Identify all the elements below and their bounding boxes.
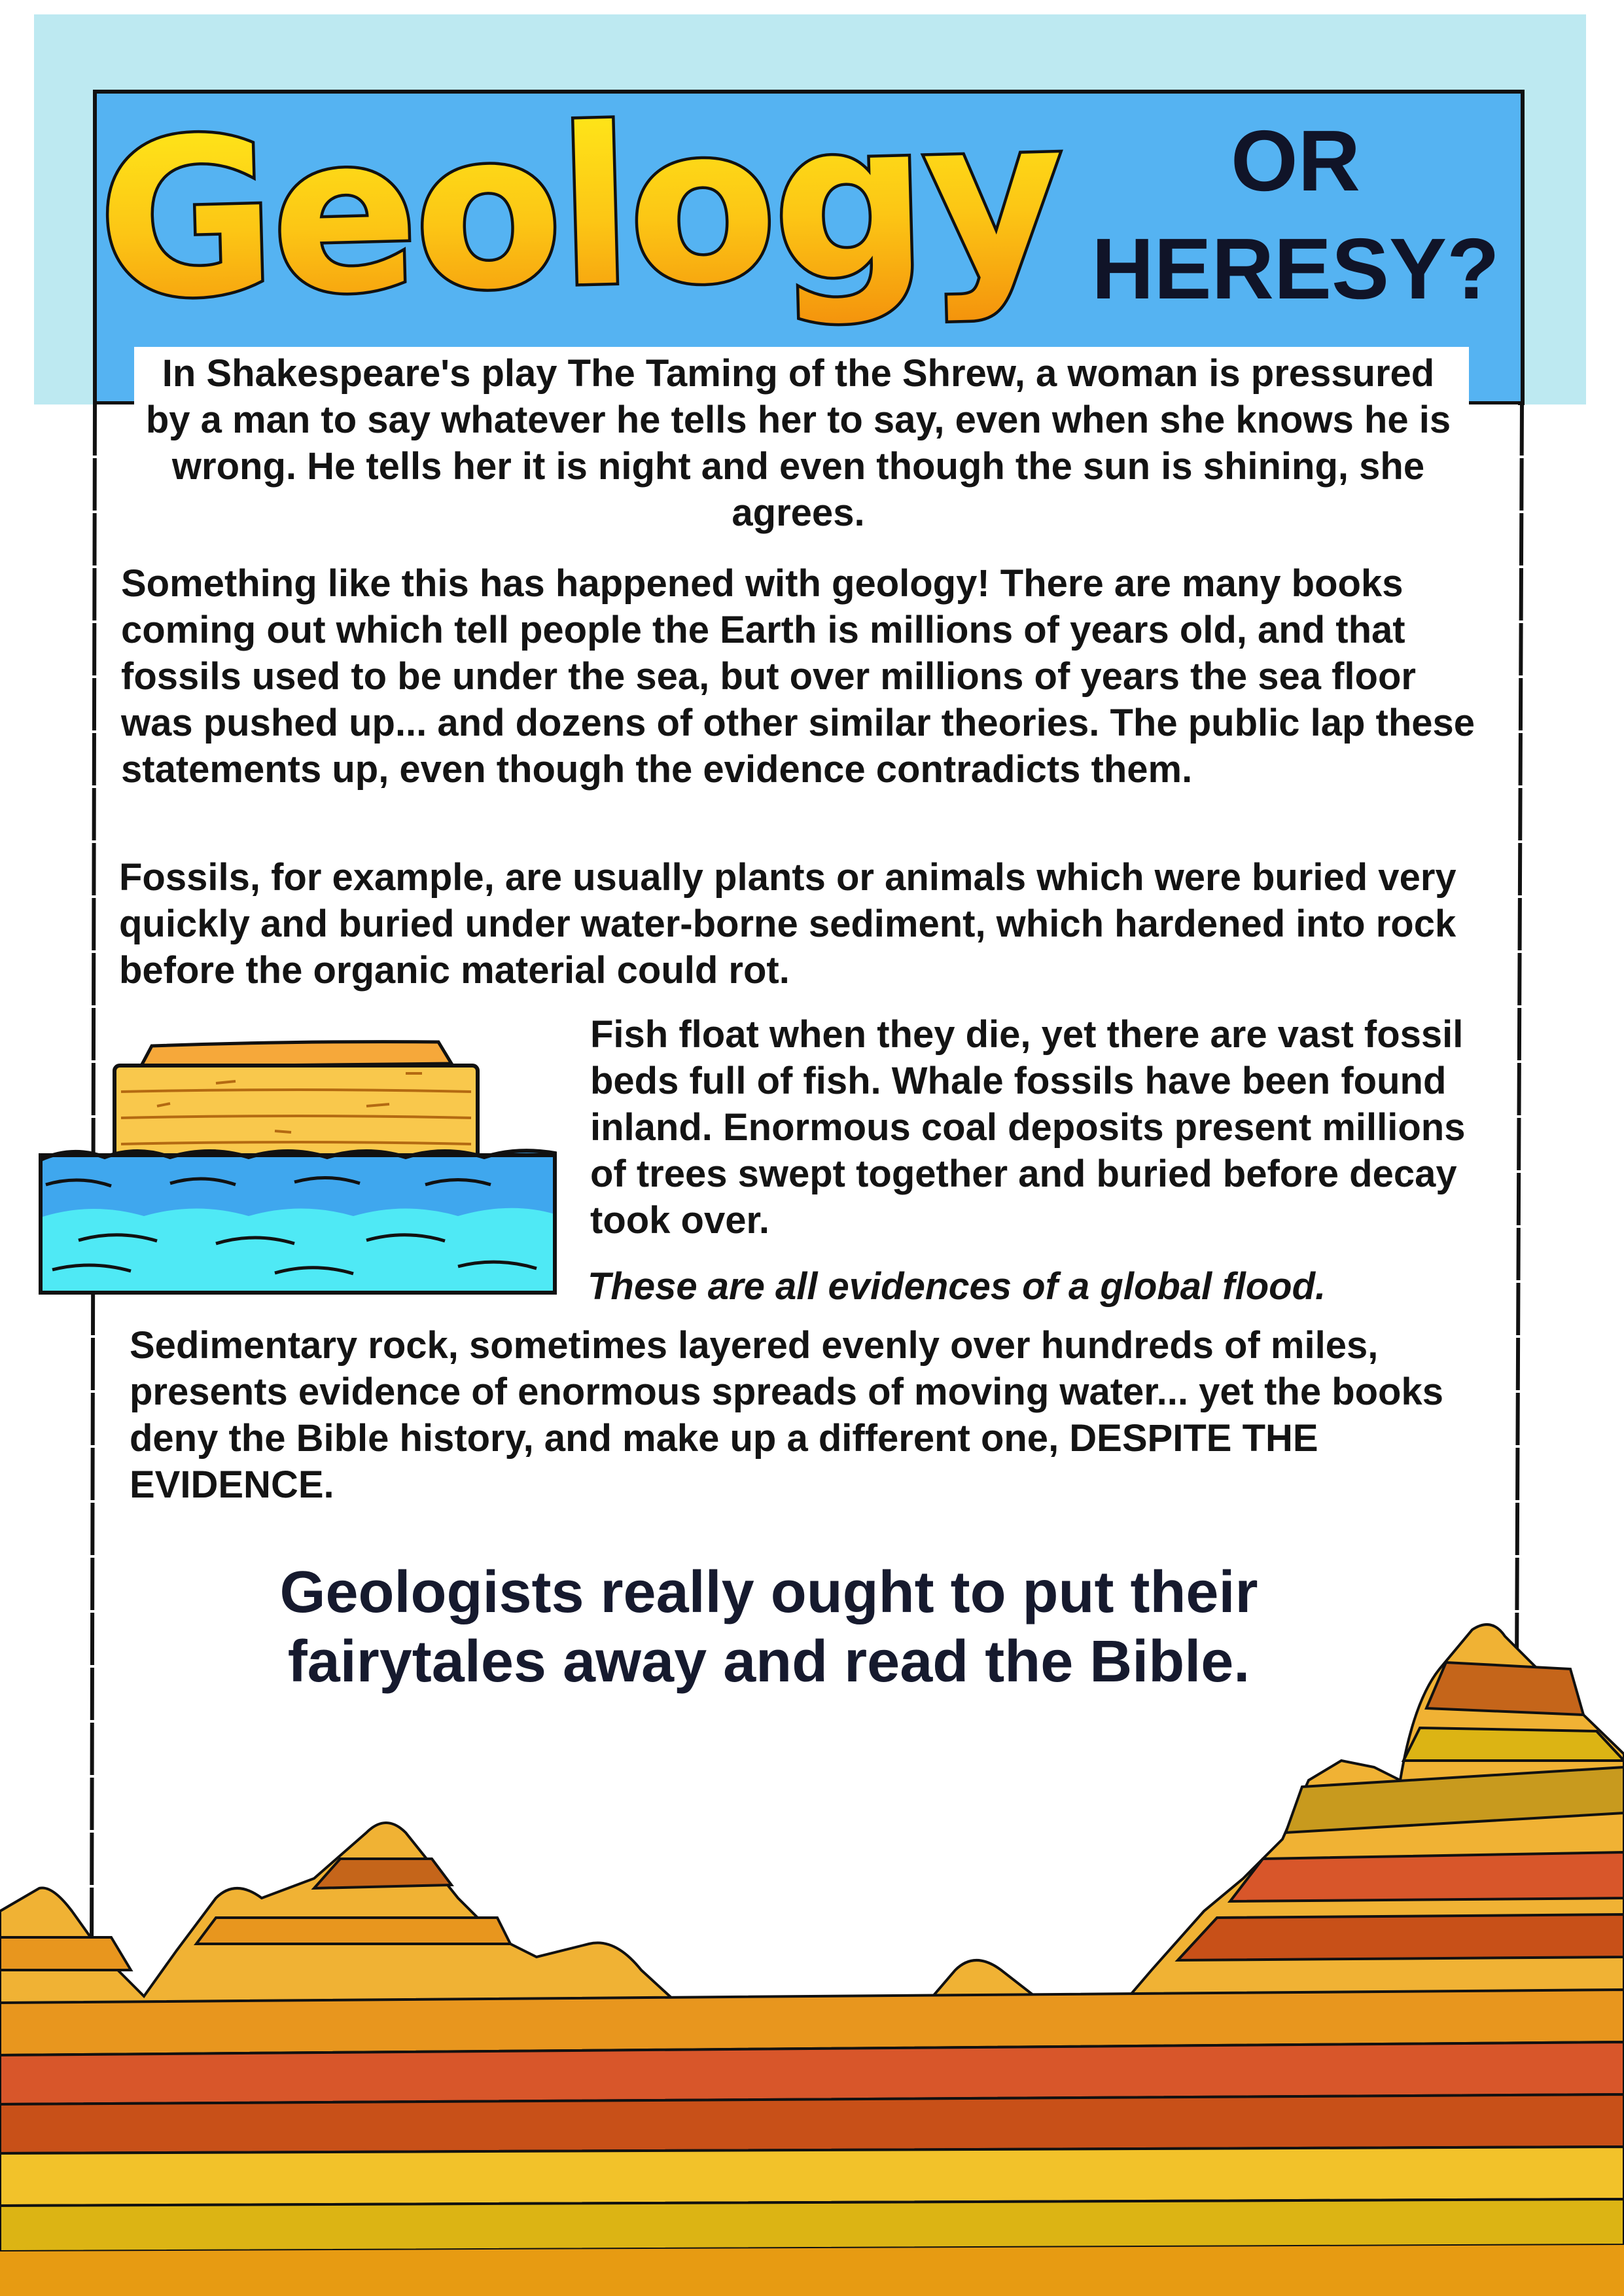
geology-title: Geology: [95, 70, 1064, 348]
fossils-paragraph: Fossils, for example, are usually plants or animals which were buried very quickly and buried under water-borne sediment, which hardened into rock before the organic material could rot.: [119, 856, 1456, 992]
flood-evidence-note: These are all evidences of a global flood.: [588, 1265, 1326, 1308]
conclusion-statement: Geologists really ought to put their fairytales away and read the Bible.: [279, 1560, 1258, 1695]
noahs-ark-illustration: [41, 1042, 555, 1293]
geology-books-paragraph: Something like this has happened with geology! There are many books coming out which tell people the Earth is millions of years old, and that fossils used to be under the sea, but over millions of years the sea floor was pushed up... and dozens of other similar theories. The public lap these statements up, even though the evidence contradicts them.: [121, 562, 1475, 791]
sedimentary-rock-paragraph: Sedimentary rock, sometimes layered evenly over hundreds of miles, presents evidence of enormous spreads of moving water... yet the books deny the Bible history, and make up a different one, DESPITE THE EVIDENCE.: [130, 1324, 1443, 1506]
or-label: OR: [1231, 113, 1360, 209]
heresy-label: HERESY?: [1091, 221, 1500, 317]
fish-fossils-paragraph: Fish float when they die, yet there are vast fossil beds full of fish. Whale fossils have been found inland. Enormous coal deposits present millions of trees swept together and buried before decay took over.: [590, 1013, 1466, 1242]
intro-paragraph: In Shakespeare's play The Taming of the Shrew, a woman is pressured by a man to say whatever he tells her to say, even when she knows he is wrong. He tells her it is night and even though the sun is shining, she agrees.: [145, 352, 1451, 534]
